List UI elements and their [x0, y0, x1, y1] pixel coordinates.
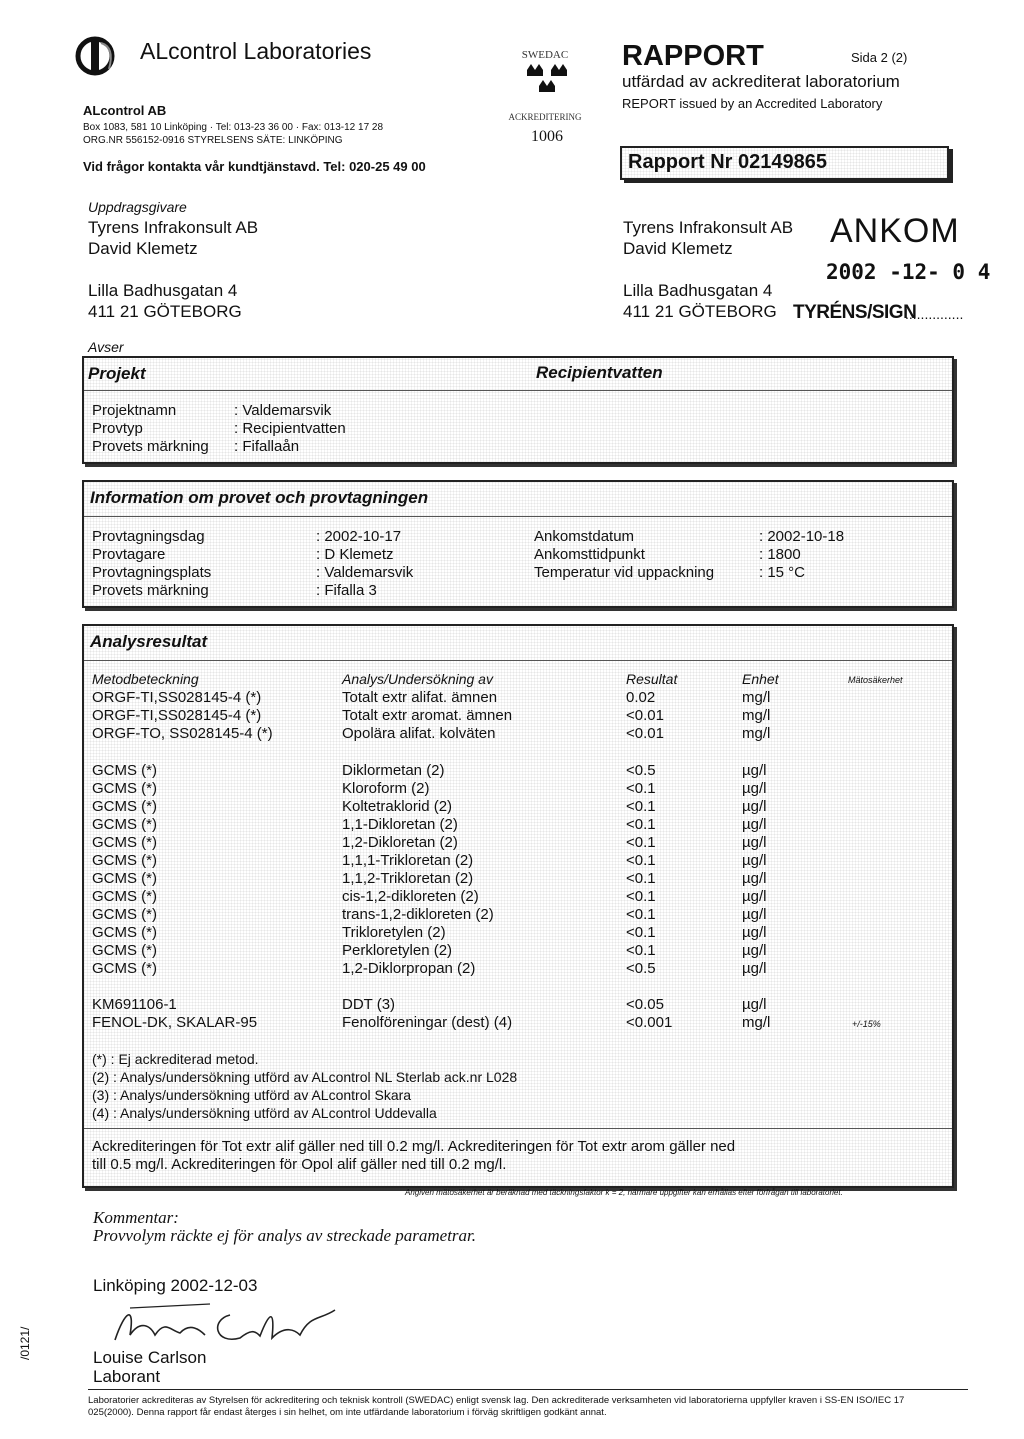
sample-row: Provtagningsplats : Valdemarsvik Temperatur vid uppackning : 15 °C — [92, 564, 806, 581]
sample-row: Provtagare : D Klemetz Ankomsttidpunkt : 1800 — [92, 546, 801, 563]
issued-sv: utfärdad av ackrediterat laboratorium — [622, 72, 900, 91]
footnote: (2) : Analys/undersökning utförd av ALcontrol NL Sterlab ack.nr L028 — [92, 1069, 518, 1085]
client-contact: David Klemetz — [88, 239, 198, 258]
result-method: GCMS (*) — [92, 852, 157, 869]
results-group-2 — [84, 762, 952, 978]
result-value: <0.1 — [626, 852, 656, 869]
result-analysis: Totalt extr alifat. ämnen — [342, 689, 498, 706]
signature-icon — [110, 1300, 340, 1350]
svg-text:SWEDAC: SWEDAC — [521, 49, 569, 61]
result-analysis: Perkloretylen (2) — [342, 942, 453, 959]
alcontrol-logo-icon — [75, 33, 119, 79]
result-method: FENOL-DK, SKALAR-95 — [92, 1014, 258, 1031]
avser-label: Avser — [88, 339, 124, 355]
result-method: GCMS (*) — [92, 780, 157, 797]
results-box — [82, 624, 954, 1188]
issued-en: REPORT issued by an Accredited Laboratory — [622, 96, 883, 111]
accreditation-note-2: till 0.5 mg/l. Ackrediteringen för Opol alif gäller ned till 0.2 mg/l. — [92, 1156, 507, 1173]
address-line: Box 1083, 581 10 Linköping · Tel: 013-23 36 00 · Fax: 013-12 17 28 — [83, 122, 384, 133]
result-value: <0.01 — [626, 707, 664, 724]
result-value: 0.02 — [626, 689, 656, 706]
result-unit: µg/l — [742, 798, 767, 815]
result-value: <0.1 — [626, 870, 656, 887]
client-label: Uppdragsgivare — [88, 199, 187, 215]
result-row — [84, 798, 952, 816]
result-unit: µg/l — [742, 924, 767, 941]
results-title: Analysresultat — [90, 632, 208, 651]
client-name: Tyrens Infrakonsult AB — [88, 218, 259, 237]
report-number-box — [620, 146, 949, 180]
result-value: <0.1 — [626, 780, 656, 797]
stamp-dots: ............... — [905, 306, 964, 322]
recipient-name: Tyrens Infrakonsult AB — [623, 218, 794, 237]
result-analysis: 1,2-Diklorpropan (2) — [342, 960, 476, 977]
result-method: ORGF-TI,SS028145-4 (*) — [92, 689, 262, 706]
result-value: <0.001 — [626, 1014, 673, 1031]
result-value: <0.1 — [626, 906, 656, 923]
result-uncertainty: +/-15% — [852, 1019, 881, 1029]
sample-info-box — [82, 480, 954, 608]
result-unit: µg/l — [742, 960, 767, 977]
project-box — [82, 356, 954, 464]
result-value: <0.5 — [626, 762, 656, 779]
swedac-seal — [495, 40, 595, 130]
result-method: GCMS (*) — [92, 888, 157, 905]
recipient-contact: David Klemetz — [623, 239, 733, 258]
result-analysis: Totalt extr aromat. ämnen — [342, 707, 513, 724]
result-analysis: trans-1,2-dikloreten (2) — [342, 906, 494, 923]
result-analysis: DDT (3) — [342, 996, 396, 1013]
result-method: GCMS (*) — [92, 924, 157, 941]
result-analysis: Fenolföreningar (dest) (4) — [342, 1014, 513, 1031]
project-row: Provtyp : Recipientvatten — [92, 420, 346, 437]
result-method: GCMS (*) — [92, 798, 157, 815]
result-unit: µg/l — [742, 870, 767, 887]
result-method: KM691106-1 — [92, 996, 177, 1013]
client-city: 411 21 GÖTEBORG — [88, 302, 242, 321]
result-method: GCMS (*) — [92, 816, 157, 833]
recipient-street: Lilla Badhusgatan 4 — [623, 281, 773, 300]
result-row — [84, 762, 952, 780]
header-uncertainty: Mätosäkerhet — [848, 675, 903, 685]
result-row — [84, 725, 952, 743]
stamp-sign: TYRÉNS/SIGN — [793, 302, 917, 323]
result-row — [84, 996, 952, 1014]
signer-name: Louise Carlson — [93, 1348, 207, 1367]
crown-icon — [495, 40, 595, 130]
result-analysis: 1,2-Dikloretan (2) — [342, 834, 458, 851]
result-unit: µg/l — [742, 906, 767, 923]
result-row — [84, 942, 952, 960]
project-row: Provets märkning : Fifallaån — [92, 438, 300, 455]
header-analysis: Analys/Undersökning av — [342, 671, 493, 687]
result-unit: µg/l — [742, 834, 767, 851]
result-row — [84, 870, 952, 888]
handwritten-signature — [110, 1300, 340, 1350]
result-unit: µg/l — [742, 816, 767, 833]
result-unit: µg/l — [742, 942, 767, 959]
header-method: Metodbeteckning — [92, 671, 199, 687]
result-row — [84, 816, 952, 834]
svg-text:ACKREDITERING: ACKREDITERING — [508, 112, 582, 122]
result-row — [84, 1014, 952, 1032]
project-row: Projektnamn : Valdemarsvik — [92, 402, 332, 419]
result-method: GCMS (*) — [92, 834, 157, 851]
result-row — [84, 834, 952, 852]
comment-label: Kommentar: — [93, 1208, 179, 1227]
result-analysis: cis-1,2-dikloreten (2) — [342, 888, 479, 905]
report-title: RAPPORT — [622, 40, 764, 72]
result-method: ORGF-TI,SS028145-4 (*) — [92, 707, 262, 724]
result-analysis: Kloroform (2) — [342, 780, 430, 797]
result-analysis: 1,1,1-Trikloretan (2) — [342, 852, 474, 869]
recipient-city: 411 21 GÖTEBORG — [623, 302, 777, 321]
result-analysis: Diklormetan (2) — [342, 762, 445, 779]
stamp-ankom: ANKOM — [830, 212, 960, 250]
result-unit: mg/l — [742, 689, 771, 706]
result-method: GCMS (*) — [92, 942, 157, 959]
result-unit: mg/l — [742, 725, 771, 742]
result-method: GCMS (*) — [92, 960, 157, 977]
result-unit: µg/l — [742, 888, 767, 905]
contact-line: Vid frågor kontakta vår kundtjänstavd. Tel: 020-25 49 00 — [83, 159, 426, 174]
sample-row: Provtagningsdag : 2002-10-17 Ankomstdatum : 2002-10-18 — [92, 528, 845, 545]
result-unit: mg/l — [742, 1014, 771, 1031]
footnote: (3) : Analys/undersökning utförd av ALcontrol Skara — [92, 1087, 412, 1103]
project-title: Projekt — [88, 364, 146, 383]
comment-text: Provvolym räckte ej för analys av streckade parametrar. — [93, 1226, 477, 1245]
signer-title: Laborant — [93, 1367, 161, 1386]
result-unit: µg/l — [742, 852, 767, 869]
sample-info-title: Information om provet och provtagningen — [90, 488, 429, 507]
result-method: GCMS (*) — [92, 762, 157, 779]
result-value: <0.05 — [626, 996, 664, 1013]
report-number: Rapport Nr 02149865 — [628, 151, 827, 173]
page-label: Sida 2 (2) — [851, 50, 908, 65]
result-row — [84, 689, 952, 707]
footer-text: Laboratorier ackrediteras av Styrelsen för ackreditering och teknisk kontroll (SWEDAC) enligt svensk lag. Den ackrediterade verksamheten vid laboratorierna uppfyller kraven i SS-EN ISO/IEC 17 025(2000). Denna rapport får endast återges i sin helhet, om inte utfärdande laboratorium i förväg skriftligen godkänt annat. — [88, 1395, 905, 1418]
place-date: Linköping 2002-12-03 — [93, 1276, 258, 1295]
result-method: GCMS (*) — [92, 906, 157, 923]
result-unit: µg/l — [742, 996, 767, 1013]
result-row — [84, 852, 952, 870]
result-value: <0.1 — [626, 798, 656, 815]
result-row — [84, 960, 952, 978]
sample-row: Provets märkning : Fifalla 3 — [92, 582, 377, 599]
swedac-number: 1006 — [531, 128, 563, 145]
result-row — [84, 707, 952, 725]
result-analysis: 1,1,2-Trikloretan (2) — [342, 870, 474, 887]
result-value: <0.1 — [626, 816, 656, 833]
result-unit: mg/l — [742, 707, 771, 724]
results-group-3 — [84, 996, 952, 1032]
result-value: <0.1 — [626, 888, 656, 905]
result-value: <0.1 — [626, 924, 656, 941]
footnote: (4) : Analys/undersökning utförd av ALcontrol Uddevalla — [92, 1105, 437, 1121]
accreditation-note-1: Ackrediteringen för Tot extr alif gäller ned till 0.2 mg/l. Ackrediteringen för Tot extr arom gäller ned — [92, 1138, 736, 1155]
org-line: ORG.NR 556152-0916 STYRELSENS SÄTE: LINKÖPING — [83, 135, 343, 146]
results-header-row — [84, 671, 952, 689]
side-code: /0121/ — [18, 1326, 32, 1360]
project-subtitle: Recipientvatten — [536, 363, 663, 382]
result-value: <0.1 — [626, 834, 656, 851]
header-unit: Enhet — [742, 671, 779, 687]
footnotes — [92, 1051, 517, 1123]
result-row — [84, 780, 952, 798]
result-unit: µg/l — [742, 780, 767, 797]
uncertainty-note: Angiven mätosäkerhet är beräknad med täckningsfaktor k = 2, närmare uppgifter kan erhållas efter förfrågan till laboratoriet. — [405, 1188, 843, 1197]
company-short: ALcontrol AB — [83, 103, 167, 118]
result-method: ORGF-TO, SS028145-4 (*) — [92, 725, 273, 742]
stamp-date: 2002 -12- 0 4 — [826, 260, 991, 284]
result-analysis: Opolära alifat. kolväten — [342, 725, 496, 742]
result-method: GCMS (*) — [92, 870, 157, 887]
result-analysis: 1,1-Dikloretan (2) — [342, 816, 458, 833]
header-result: Resultat — [626, 671, 678, 687]
result-value: <0.01 — [626, 725, 664, 742]
result-value: <0.5 — [626, 960, 656, 977]
company-logo — [75, 33, 119, 79]
result-analysis: Koltetraklorid (2) — [342, 798, 453, 815]
result-row — [84, 906, 952, 924]
result-unit: µg/l — [742, 762, 767, 779]
company-name: ALcontrol Laboratories — [140, 38, 372, 64]
client-street: Lilla Badhusgatan 4 — [88, 281, 238, 300]
result-value: <0.1 — [626, 942, 656, 959]
results-group-1 — [84, 689, 952, 743]
footnote: (*) : Ej ackrediterad metod. — [92, 1051, 259, 1067]
result-row — [84, 924, 952, 942]
result-analysis: Trikloretylen (2) — [342, 924, 446, 941]
result-row — [84, 888, 952, 906]
